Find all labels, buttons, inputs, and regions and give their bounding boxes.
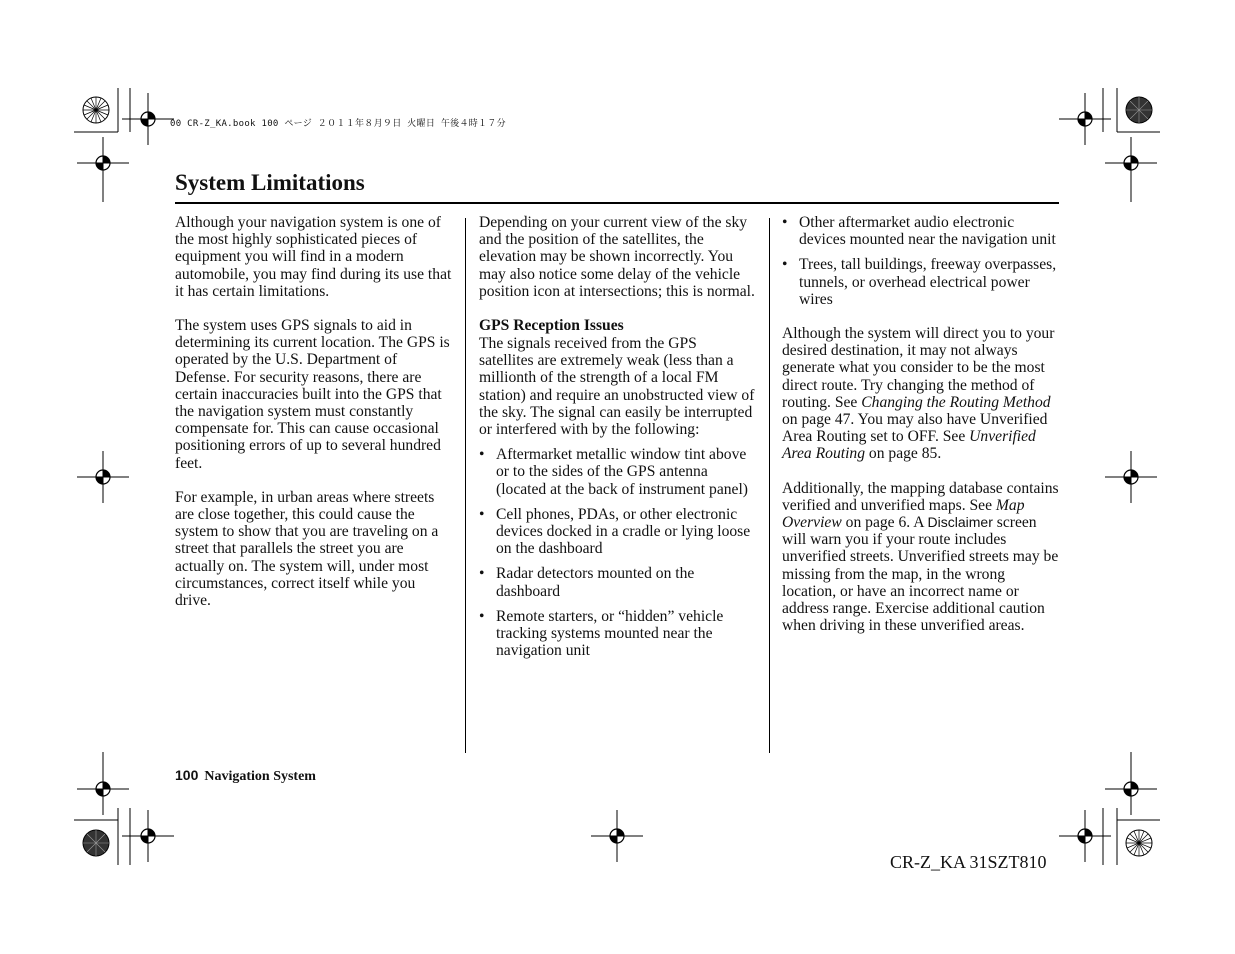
list-item: • Trees, tall buildings, freeway overpasses, tunnels, or overhead electrical power wires	[782, 256, 1060, 308]
intro-paragraph: Although your navigation system is one of the most highly sophisticated pieces of equipment you will find in a modern automobile, you may find during its use that it has certain limitations.	[175, 214, 452, 300]
list-item: • Radar detectors mounted on the dashboard	[479, 565, 755, 599]
database-paragraph: Additionally, the mapping database contains verified and unverified maps. See Map Overview on page 6. A Disclaimer screen will warn you if your route includes unverified streets. Unverified streets may be missing from the map, in the wrong location, or have an incorrect name or address range. Exercise additional caution when driving in these unverified areas.	[782, 479, 1059, 635]
interference-list	[479, 446, 755, 659]
list-item: • Remote starters, or “hidden” vehicle tracking systems mounted near the navigation unit	[479, 608, 755, 660]
cross-reference: Unverified Area Routing	[782, 428, 1036, 463]
elevation-paragraph: Depending on your current view of the sky and the position of the satellites, the elevation may be shown incorrectly. You may also notice some delay of the vehicle position icon at intersections; this is normal.	[479, 214, 755, 300]
section-heading: GPS Reception Issues	[479, 317, 624, 335]
example-paragraph: For example, in urban areas where streets are close together, this could cause the system to show that you are traveling on a street that parallels the street you are actually on. The system will, under most circumstances, correct itself while you drive.	[175, 488, 439, 610]
column-divider-2	[769, 218, 770, 753]
page-footer	[175, 767, 316, 785]
cross-reference: Changing the Routing Method	[861, 393, 1051, 411]
cross-reference: Map Overview	[782, 496, 1025, 532]
list-item: • Other aftermarket audio electronic devices mounted near the navigation unit	[782, 214, 1060, 248]
page-title: System Limitations	[175, 170, 365, 195]
list-item: • Cell phones, PDAs, or other electronic devices docked in a cradle or lying loose on the dashboard	[479, 506, 755, 558]
page-number: 100	[175, 767, 199, 783]
screen-name: Disclaimer	[927, 514, 993, 531]
column-1	[175, 214, 453, 626]
list-item: • Aftermarket metallic window tint above or to the sides of the GPS antenna (located at the back of instrument panel)	[479, 446, 755, 498]
column-2	[479, 214, 755, 676]
routing-paragraph: Although the system will direct you to your desired destination, it may not always generate what you consider to be the most direct route. Try changing the method of routing. See Changing the Routing Method on page 47. You may also have Unverified Area Routing set to OFF. See Unverified Area Routing on page 85.	[782, 325, 1055, 463]
title-rule	[175, 202, 1059, 204]
interference-list-continued	[782, 214, 1060, 308]
gps-paragraph: The system uses GPS signals to aid in determining its current location. The GPS is operated by the U.S. Department of Defense. For security reasons, there are certain inaccuracies built into the GPS that the navigation system must constantly compensate for. This can cause occasional positioning errors of up to several hundred feet.	[175, 317, 450, 472]
section-name: Navigation System	[204, 769, 316, 784]
reception-paragraph: The signals received from the GPS satellites are extremely weak (less than a millionth of the strength of a local FM station) and require an unobstructed view of the sky. The signal can easily be interrupted or interfered with by the following:	[479, 335, 755, 439]
column-3	[782, 214, 1060, 651]
document-code: CR-Z_KA 31SZT810	[890, 852, 1047, 872]
column-divider-1	[465, 218, 466, 753]
file-stamp: 00 CR-Z_KA.book 100 ページ ２０１１年８月９日 火曜日 午後４時１７分	[170, 119, 506, 129]
